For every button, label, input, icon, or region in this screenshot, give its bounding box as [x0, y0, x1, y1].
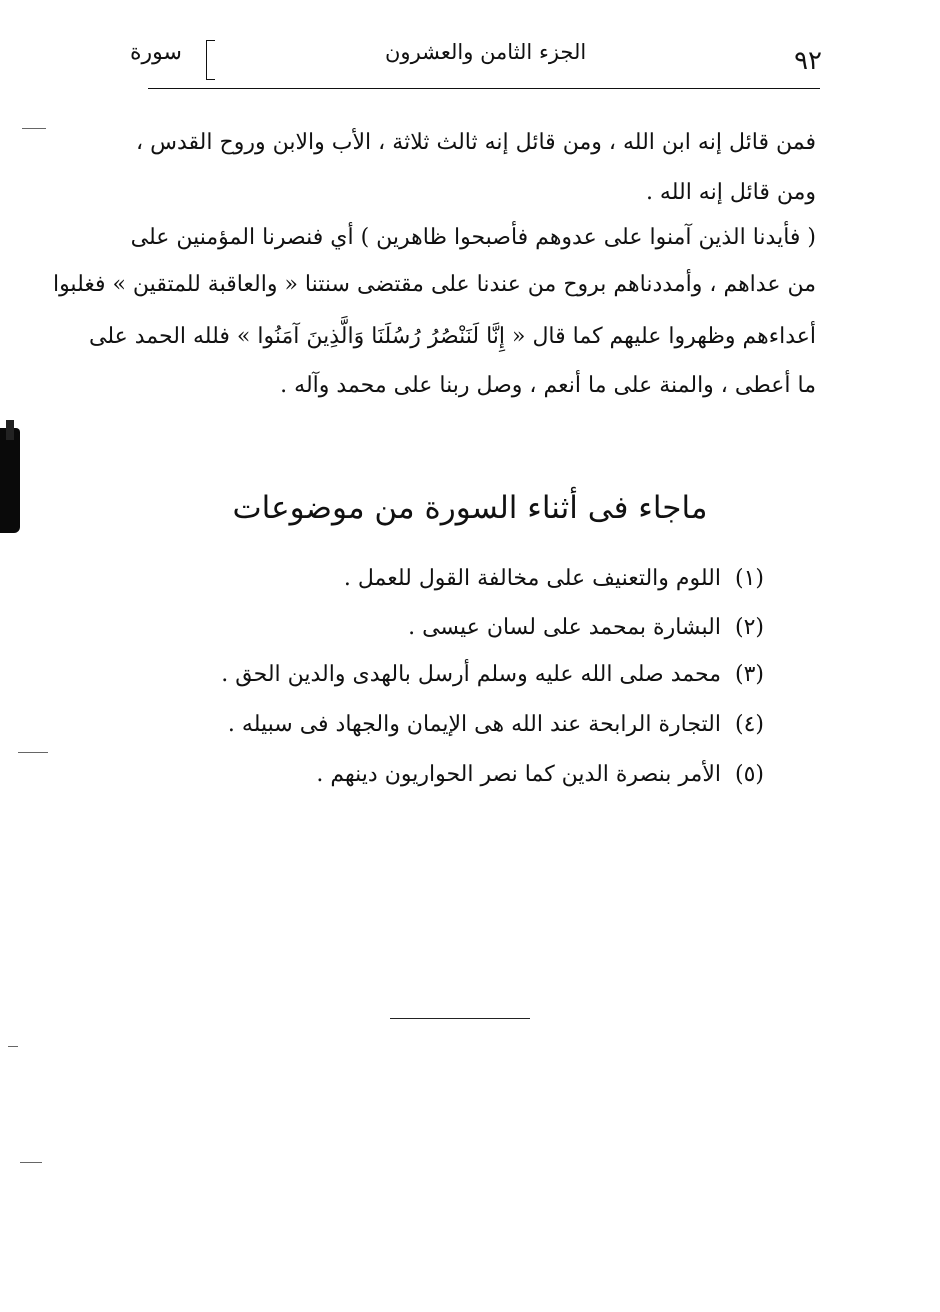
topic-number: (٤): [734, 712, 764, 737]
topic-number: (٥): [734, 762, 764, 787]
topic-item: [228, 712, 764, 737]
topic-item: [221, 662, 764, 687]
scan-speck: [20, 1162, 42, 1163]
topic-text: الأمر بنصرة الدين كما نصر الحواريون دينهم .: [316, 762, 721, 787]
body-line: ما أعطى ، والمنة على ما أنعم ، وصل ربنا على محمد وآله .: [280, 373, 816, 398]
topic-item: [316, 762, 764, 787]
running-head-part: الجزء الثامن والعشرون: [385, 40, 587, 64]
body-line: فمن قائل إنه ابن الله ، ومن قائل إنه ثالث ثلاثة ، الأب والابن وروح القدس ،: [136, 130, 816, 155]
topic-text: البشارة بمحمد على لسان عيسى .: [408, 615, 721, 640]
body-line: أعداءهم وظهروا عليهم كما قال « إِنَّا لَنَنْصُرُ رُسُلَنَا وَالَّذِينَ آمَنُوا » فلله الحمد على: [89, 324, 816, 349]
topic-text: اللوم والتعنيف على مخالفة القول للعمل .: [343, 566, 721, 591]
header-rule: [148, 88, 820, 89]
header-bracket: [206, 40, 215, 80]
binding-shadow-top: [6, 420, 14, 440]
body-line: ( فأيدنا الذين آمنوا على عدوهم فأصبحوا ظاهرين ) أي فنصرنا المؤمنين على: [130, 225, 816, 250]
body-line: من عداهم ، وأمددناهم بروح من عندنا على مقتضى سنتنا « والعاقبة للمتقين » فغلبوا: [52, 272, 816, 297]
topic-text: التجارة الرابحة عند الله هى الإيمان والجهاد فى سبيله .: [227, 712, 721, 737]
scan-speck: [22, 128, 46, 129]
scan-speck: [18, 752, 48, 753]
topic-number: (٢): [734, 615, 764, 640]
scan-speck: [8, 1046, 18, 1047]
topic-item: [344, 566, 764, 591]
section-heading: ماجاء فى أثناء السورة من موضوعات: [232, 490, 708, 526]
end-rule: [390, 1018, 530, 1019]
running-head-surah: سورة: [130, 40, 182, 65]
topic-item: [408, 615, 764, 640]
topic-number: (٣): [734, 662, 764, 687]
body-line: ومن قائل إنه الله .: [645, 180, 816, 205]
topic-text: محمد صلى الله عليه وسلم أرسل بالهدى والدين الحق .: [221, 662, 721, 687]
page-number: ٩٢: [794, 46, 822, 76]
topic-number: (١): [734, 566, 764, 591]
